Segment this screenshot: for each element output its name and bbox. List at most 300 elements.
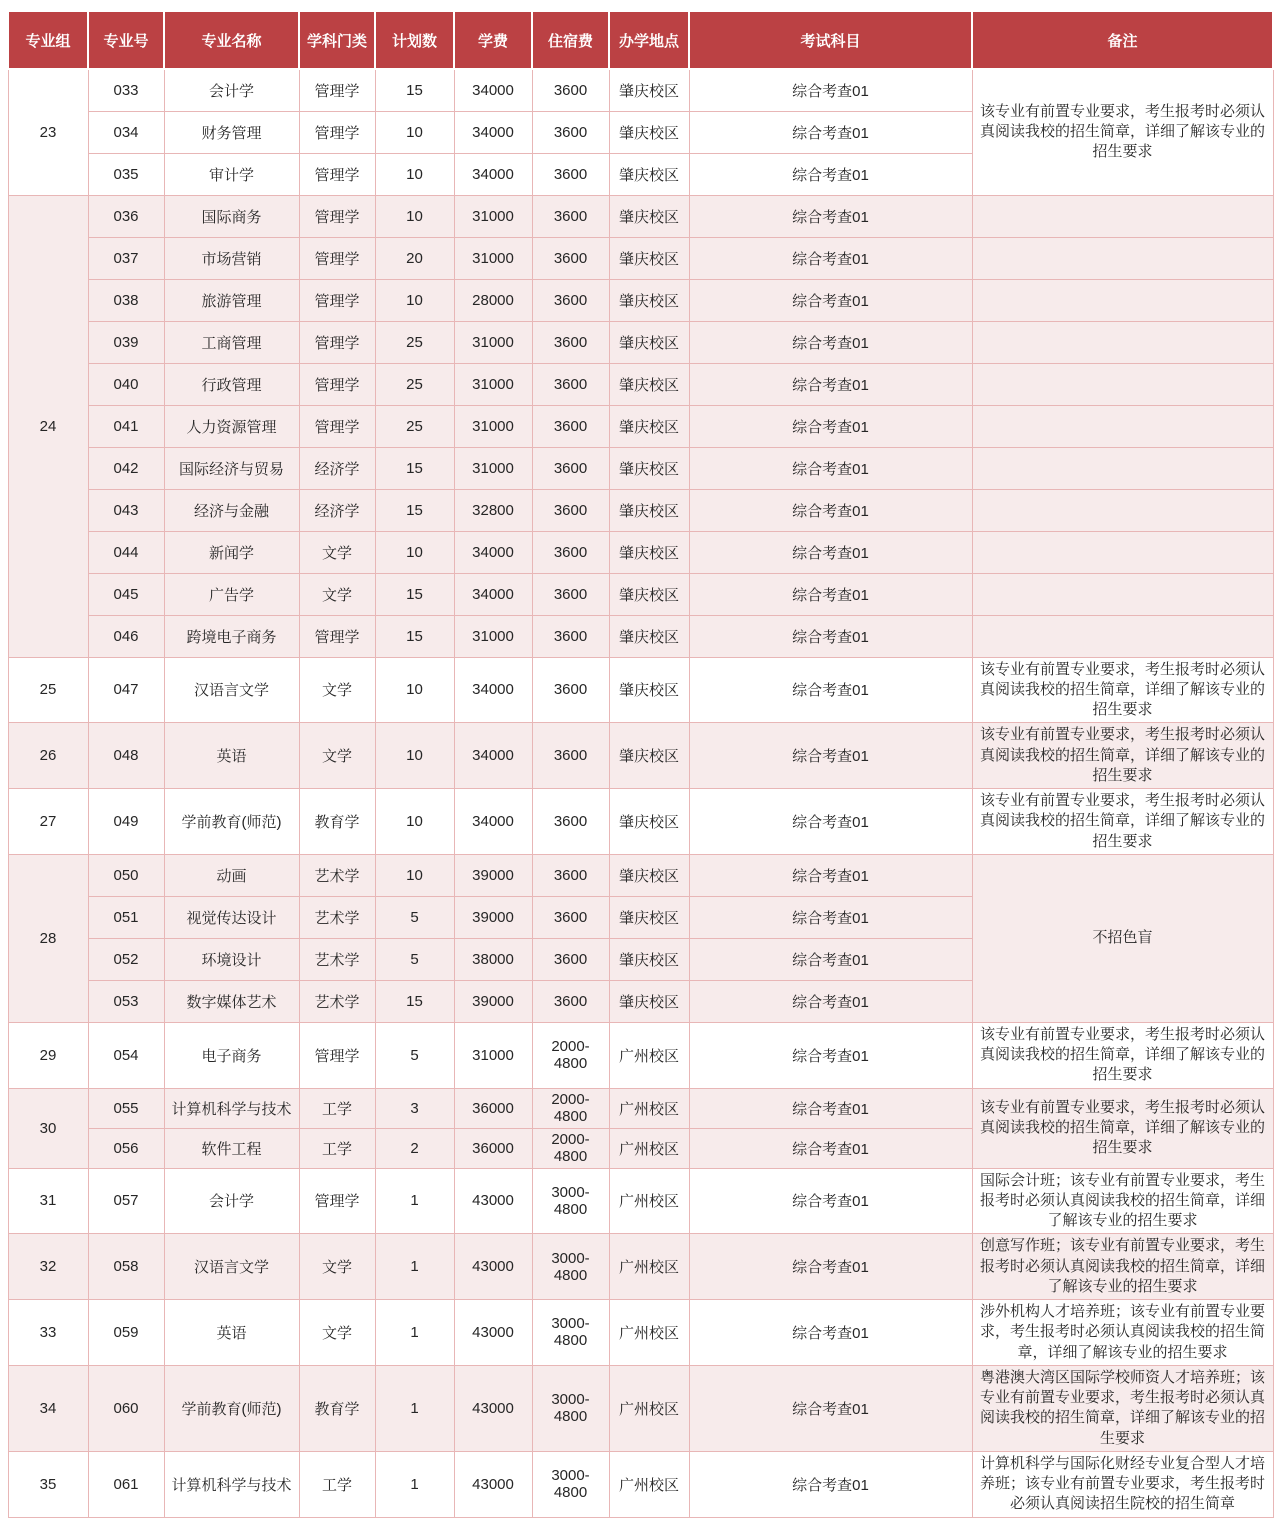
exam-subject-cell: 综合考查01 [689, 1088, 972, 1128]
major-no-cell: 038 [88, 279, 164, 321]
header-row [8, 11, 1273, 69]
major-name-cell: 学前教育(师范) [164, 1365, 299, 1451]
discipline-cell: 工学 [299, 1088, 375, 1128]
plan-count-cell: 15 [375, 980, 454, 1022]
dorm-fee-cell: 3600 [532, 69, 609, 111]
exam-subject-cell: 综合考查01 [689, 980, 972, 1022]
exam-subject-cell: 综合考查01 [689, 489, 972, 531]
location-cell: 广州校区 [609, 1300, 689, 1366]
discipline-cell: 管理学 [299, 195, 375, 237]
major-name-cell: 行政管理 [164, 363, 299, 405]
table-row [8, 1168, 1273, 1234]
major-name-cell: 视觉传达设计 [164, 896, 299, 938]
location-cell: 肇庆校区 [609, 723, 689, 789]
major-no-cell: 052 [88, 938, 164, 980]
major-group-cell: 25 [8, 657, 88, 723]
location-cell: 肇庆校区 [609, 69, 689, 111]
dorm-fee-cell: 3600 [532, 153, 609, 195]
exam-subject-cell: 综合考查01 [689, 531, 972, 573]
tuition-cell: 28000 [454, 279, 532, 321]
location-cell: 广州校区 [609, 1022, 689, 1088]
plan-count-cell: 2 [375, 1128, 454, 1168]
remark-cell: 该专业有前置专业要求，考生报考时必须认真阅读我校的招生简章，详细了解该专业的招生要求 [972, 1022, 1273, 1088]
plan-count-cell: 5 [375, 938, 454, 980]
major-name-cell: 会计学 [164, 69, 299, 111]
location-cell: 广州校区 [609, 1365, 689, 1451]
table-row [8, 531, 1273, 573]
plan-count-cell: 15 [375, 573, 454, 615]
major-no-cell: 043 [88, 489, 164, 531]
table-row [8, 789, 1273, 855]
location-cell: 广州校区 [609, 1128, 689, 1168]
dorm-fee-cell: 3000- 4800 [532, 1451, 609, 1517]
discipline-cell: 文学 [299, 723, 375, 789]
exam-subject-cell: 综合考查01 [689, 111, 972, 153]
dorm-fee-cell: 3600 [532, 657, 609, 723]
major-group-cell: 24 [8, 195, 88, 657]
major-name-cell: 人力资源管理 [164, 405, 299, 447]
tuition-cell: 31000 [454, 363, 532, 405]
tuition-cell: 34000 [454, 69, 532, 111]
plan-count-cell: 10 [375, 153, 454, 195]
tuition-cell: 31000 [454, 237, 532, 279]
table-row [8, 1365, 1273, 1451]
major-no-cell: 057 [88, 1168, 164, 1234]
major-name-cell: 动画 [164, 854, 299, 896]
tuition-cell: 39000 [454, 980, 532, 1022]
major-group-cell: 23 [8, 69, 88, 195]
table-row [8, 321, 1273, 363]
major-no-cell: 045 [88, 573, 164, 615]
exam-subject-cell: 综合考查01 [689, 321, 972, 363]
location-cell: 肇庆校区 [609, 321, 689, 363]
major-no-cell: 033 [88, 69, 164, 111]
dorm-fee-cell: 2000- 4800 [532, 1022, 609, 1088]
tuition-cell: 43000 [454, 1365, 532, 1451]
major-no-cell: 044 [88, 531, 164, 573]
plan-count-cell: 25 [375, 405, 454, 447]
major-no-cell: 046 [88, 615, 164, 657]
exam-subject-cell: 综合考查01 [689, 153, 972, 195]
tuition-cell: 43000 [454, 1234, 532, 1300]
tuition-cell: 31000 [454, 321, 532, 363]
dorm-fee-cell: 3600 [532, 789, 609, 855]
plan-count-cell: 10 [375, 789, 454, 855]
dorm-fee-cell: 3600 [532, 896, 609, 938]
exam-subject-cell: 综合考查01 [689, 363, 972, 405]
exam-subject-cell: 综合考查01 [689, 615, 972, 657]
column-header-7: 住宿费 [532, 11, 609, 69]
major-no-cell: 040 [88, 363, 164, 405]
exam-subject-cell: 综合考查01 [689, 854, 972, 896]
major-group-cell: 27 [8, 789, 88, 855]
table-row [8, 723, 1273, 789]
plan-count-cell: 10 [375, 279, 454, 321]
major-no-cell: 036 [88, 195, 164, 237]
major-name-cell: 数字媒体艺术 [164, 980, 299, 1022]
tuition-cell: 38000 [454, 938, 532, 980]
remark-cell [972, 237, 1273, 279]
remark-cell [972, 573, 1273, 615]
dorm-fee-cell: 3600 [532, 195, 609, 237]
dorm-fee-cell: 3600 [532, 723, 609, 789]
major-no-cell: 060 [88, 1365, 164, 1451]
plan-count-cell: 15 [375, 69, 454, 111]
exam-subject-cell: 综合考查01 [689, 1300, 972, 1366]
dorm-fee-cell: 3600 [532, 111, 609, 153]
major-no-cell: 035 [88, 153, 164, 195]
location-cell: 肇庆校区 [609, 938, 689, 980]
major-name-cell: 旅游管理 [164, 279, 299, 321]
dorm-fee-cell: 3600 [532, 363, 609, 405]
admission-plan-table [7, 10, 1274, 1518]
plan-count-cell: 10 [375, 531, 454, 573]
exam-subject-cell: 综合考查01 [689, 723, 972, 789]
remark-cell [972, 405, 1273, 447]
table-row [8, 69, 1273, 111]
major-name-cell: 英语 [164, 723, 299, 789]
major-no-cell: 037 [88, 237, 164, 279]
remark-cell [972, 489, 1273, 531]
major-no-cell: 049 [88, 789, 164, 855]
remark-cell [972, 195, 1273, 237]
discipline-cell: 文学 [299, 573, 375, 615]
tuition-cell: 43000 [454, 1168, 532, 1234]
tuition-cell: 32800 [454, 489, 532, 531]
tuition-cell: 39000 [454, 854, 532, 896]
tuition-cell: 34000 [454, 111, 532, 153]
exam-subject-cell: 综合考查01 [689, 279, 972, 321]
tuition-cell: 31000 [454, 615, 532, 657]
dorm-fee-cell: 3600 [532, 573, 609, 615]
dorm-fee-cell: 3000- 4800 [532, 1168, 609, 1234]
major-no-cell: 055 [88, 1088, 164, 1128]
major-name-cell: 国际商务 [164, 195, 299, 237]
exam-subject-cell: 综合考查01 [689, 405, 972, 447]
plan-count-cell: 10 [375, 195, 454, 237]
major-name-cell: 跨境电子商务 [164, 615, 299, 657]
major-no-cell: 042 [88, 447, 164, 489]
location-cell: 广州校区 [609, 1168, 689, 1234]
tuition-cell: 34000 [454, 153, 532, 195]
remark-cell: 该专业有前置专业要求，考生报考时必须认真阅读我校的招生简章，详细了解该专业的招生要求 [972, 723, 1273, 789]
plan-count-cell: 20 [375, 237, 454, 279]
column-header-2: 专业号 [88, 11, 164, 69]
major-group-cell: 29 [8, 1022, 88, 1088]
exam-subject-cell: 综合考查01 [689, 896, 972, 938]
discipline-cell: 经济学 [299, 489, 375, 531]
plan-count-cell: 1 [375, 1300, 454, 1366]
discipline-cell: 艺术学 [299, 896, 375, 938]
exam-subject-cell: 综合考查01 [689, 1128, 972, 1168]
remark-cell: 该专业有前置专业要求，考生报考时必须认真阅读我校的招生简章，详细了解该专业的招生要求 [972, 789, 1273, 855]
tuition-cell: 31000 [454, 195, 532, 237]
major-group-cell: 34 [8, 1365, 88, 1451]
dorm-fee-cell: 3600 [532, 615, 609, 657]
remark-cell: 创意写作班；该专业有前置专业要求，考生报考时必须认真阅读我校的招生简章，详细了解该专业的招生要求 [972, 1234, 1273, 1300]
major-name-cell: 国际经济与贸易 [164, 447, 299, 489]
exam-subject-cell: 综合考查01 [689, 237, 972, 279]
major-no-cell: 050 [88, 854, 164, 896]
discipline-cell: 管理学 [299, 615, 375, 657]
discipline-cell: 管理学 [299, 405, 375, 447]
major-name-cell: 软件工程 [164, 1128, 299, 1168]
table-body [8, 69, 1273, 1517]
table-row [8, 1022, 1273, 1088]
location-cell: 广州校区 [609, 1234, 689, 1300]
major-name-cell: 英语 [164, 1300, 299, 1366]
exam-subject-cell: 综合考查01 [689, 657, 972, 723]
exam-subject-cell: 综合考查01 [689, 1168, 972, 1234]
tuition-cell: 34000 [454, 573, 532, 615]
major-name-cell: 会计学 [164, 1168, 299, 1234]
exam-subject-cell: 综合考查01 [689, 447, 972, 489]
location-cell: 肇庆校区 [609, 980, 689, 1022]
major-no-cell: 061 [88, 1451, 164, 1517]
remark-cell: 涉外机构人才培养班；该专业有前置专业要求，考生报考时必须认真阅读我校的招生简章，详细了解该专业的招生要求 [972, 1300, 1273, 1366]
dorm-fee-cell: 3600 [532, 980, 609, 1022]
location-cell: 肇庆校区 [609, 896, 689, 938]
major-name-cell: 工商管理 [164, 321, 299, 363]
discipline-cell: 艺术学 [299, 938, 375, 980]
location-cell: 肇庆校区 [609, 657, 689, 723]
discipline-cell: 教育学 [299, 789, 375, 855]
remark-cell [972, 531, 1273, 573]
major-group-cell: 35 [8, 1451, 88, 1517]
tuition-cell: 34000 [454, 531, 532, 573]
column-header-1: 专业组 [8, 11, 88, 69]
major-name-cell: 广告学 [164, 573, 299, 615]
major-no-cell: 034 [88, 111, 164, 153]
exam-subject-cell: 综合考查01 [689, 69, 972, 111]
remark-cell [972, 615, 1273, 657]
discipline-cell: 管理学 [299, 1168, 375, 1234]
plan-count-cell: 25 [375, 363, 454, 405]
location-cell: 广州校区 [609, 1088, 689, 1128]
major-name-cell: 汉语言文学 [164, 1234, 299, 1300]
location-cell: 肇庆校区 [609, 447, 689, 489]
discipline-cell: 文学 [299, 657, 375, 723]
exam-subject-cell: 综合考查01 [689, 938, 972, 980]
plan-count-cell: 15 [375, 447, 454, 489]
plan-count-cell: 5 [375, 896, 454, 938]
tuition-cell: 36000 [454, 1088, 532, 1128]
major-name-cell: 审计学 [164, 153, 299, 195]
table-row [8, 447, 1273, 489]
plan-count-cell: 10 [375, 723, 454, 789]
remark-cell [972, 447, 1273, 489]
dorm-fee-cell: 3000- 4800 [532, 1365, 609, 1451]
major-name-cell: 经济与金融 [164, 489, 299, 531]
remark-cell: 计算机科学与国际化财经专业复合型人才培养班；该专业有前置专业要求，考生报考时必须认真阅读招生院校的招生简章 [972, 1451, 1273, 1517]
major-group-cell: 30 [8, 1088, 88, 1168]
table-row [8, 363, 1273, 405]
tuition-cell: 43000 [454, 1300, 532, 1366]
dorm-fee-cell: 3600 [532, 237, 609, 279]
discipline-cell: 文学 [299, 1234, 375, 1300]
discipline-cell: 教育学 [299, 1365, 375, 1451]
column-header-6: 学费 [454, 11, 532, 69]
plan-count-cell: 25 [375, 321, 454, 363]
table-row [8, 1234, 1273, 1300]
dorm-fee-cell: 3600 [532, 854, 609, 896]
plan-count-cell: 15 [375, 489, 454, 531]
discipline-cell: 文学 [299, 1300, 375, 1366]
location-cell: 肇庆校区 [609, 789, 689, 855]
table-row [8, 489, 1273, 531]
tuition-cell: 34000 [454, 723, 532, 789]
major-name-cell: 计算机科学与技术 [164, 1088, 299, 1128]
discipline-cell: 管理学 [299, 153, 375, 195]
table-row [8, 279, 1273, 321]
major-no-cell: 041 [88, 405, 164, 447]
location-cell: 肇庆校区 [609, 615, 689, 657]
remark-cell: 不招色盲 [972, 854, 1273, 1022]
discipline-cell: 文学 [299, 531, 375, 573]
dorm-fee-cell: 3600 [532, 447, 609, 489]
location-cell: 肇庆校区 [609, 854, 689, 896]
dorm-fee-cell: 3600 [532, 321, 609, 363]
discipline-cell: 管理学 [299, 363, 375, 405]
remark-cell: 该专业有前置专业要求，考生报考时必须认真阅读我校的招生简章，详细了解该专业的招生要求 [972, 1088, 1273, 1168]
major-group-cell: 33 [8, 1300, 88, 1366]
dorm-fee-cell: 3600 [532, 489, 609, 531]
location-cell: 肇庆校区 [609, 573, 689, 615]
table-row [8, 615, 1273, 657]
exam-subject-cell: 综合考查01 [689, 573, 972, 615]
plan-count-cell: 1 [375, 1365, 454, 1451]
tuition-cell: 34000 [454, 789, 532, 855]
table-row [8, 1088, 1273, 1128]
exam-subject-cell: 综合考查01 [689, 1451, 972, 1517]
major-name-cell: 学前教育(师范) [164, 789, 299, 855]
plan-count-cell: 10 [375, 657, 454, 723]
dorm-fee-cell: 2000- 4800 [532, 1128, 609, 1168]
major-no-cell: 059 [88, 1300, 164, 1366]
major-name-cell: 计算机科学与技术 [164, 1451, 299, 1517]
major-name-cell: 新闻学 [164, 531, 299, 573]
major-name-cell: 市场营销 [164, 237, 299, 279]
location-cell: 肇庆校区 [609, 531, 689, 573]
exam-subject-cell: 综合考查01 [689, 195, 972, 237]
major-name-cell: 电子商务 [164, 1022, 299, 1088]
dorm-fee-cell: 3600 [532, 279, 609, 321]
tuition-cell: 34000 [454, 657, 532, 723]
table-row [8, 657, 1273, 723]
table-row [8, 195, 1273, 237]
major-group-cell: 31 [8, 1168, 88, 1234]
plan-count-cell: 5 [375, 1022, 454, 1088]
discipline-cell: 管理学 [299, 69, 375, 111]
exam-subject-cell: 综合考查01 [689, 789, 972, 855]
major-group-cell: 26 [8, 723, 88, 789]
dorm-fee-cell: 3000- 4800 [532, 1300, 609, 1366]
major-group-cell: 28 [8, 854, 88, 1022]
tuition-cell: 39000 [454, 896, 532, 938]
remark-cell: 该专业有前置专业要求，考生报考时必须认真阅读我校的招生简章，详细了解该专业的招生要求 [972, 657, 1273, 723]
discipline-cell: 艺术学 [299, 980, 375, 1022]
location-cell: 肇庆校区 [609, 111, 689, 153]
discipline-cell: 管理学 [299, 1022, 375, 1088]
table-row [8, 573, 1273, 615]
remark-cell: 国际会计班；该专业有前置专业要求，考生报考时必须认真阅读我校的招生简章，详细了解该专业的招生要求 [972, 1168, 1273, 1234]
remark-cell: 该专业有前置专业要求，考生报考时必须认真阅读我校的招生简章，详细了解该专业的招生要求 [972, 69, 1273, 195]
table-row [8, 405, 1273, 447]
remark-cell [972, 279, 1273, 321]
major-name-cell: 财务管理 [164, 111, 299, 153]
tuition-cell: 31000 [454, 405, 532, 447]
major-group-cell: 32 [8, 1234, 88, 1300]
exam-subject-cell: 综合考查01 [689, 1365, 972, 1451]
major-name-cell: 环境设计 [164, 938, 299, 980]
major-no-cell: 051 [88, 896, 164, 938]
major-no-cell: 048 [88, 723, 164, 789]
tuition-cell: 43000 [454, 1451, 532, 1517]
location-cell: 肇庆校区 [609, 279, 689, 321]
major-no-cell: 054 [88, 1022, 164, 1088]
location-cell: 肇庆校区 [609, 153, 689, 195]
dorm-fee-cell: 3600 [532, 531, 609, 573]
discipline-cell: 工学 [299, 1451, 375, 1517]
location-cell: 肇庆校区 [609, 405, 689, 447]
table-row [8, 1300, 1273, 1366]
discipline-cell: 工学 [299, 1128, 375, 1168]
plan-count-cell: 15 [375, 615, 454, 657]
column-header-5: 计划数 [375, 11, 454, 69]
tuition-cell: 31000 [454, 447, 532, 489]
discipline-cell: 管理学 [299, 111, 375, 153]
plan-count-cell: 1 [375, 1168, 454, 1234]
location-cell: 广州校区 [609, 1451, 689, 1517]
remark-cell [972, 321, 1273, 363]
major-no-cell: 053 [88, 980, 164, 1022]
dorm-fee-cell: 3000- 4800 [532, 1234, 609, 1300]
remark-cell: 粤港澳大湾区国际学校师资人才培养班；该专业有前置专业要求，考生报考时必须认真阅读我校的招生简章，详细了解该专业的招生要求 [972, 1365, 1273, 1451]
location-cell: 肇庆校区 [609, 363, 689, 405]
discipline-cell: 管理学 [299, 279, 375, 321]
discipline-cell: 经济学 [299, 447, 375, 489]
remark-cell [972, 363, 1273, 405]
location-cell: 肇庆校区 [609, 237, 689, 279]
plan-count-cell: 10 [375, 854, 454, 896]
dorm-fee-cell: 3600 [532, 938, 609, 980]
major-name-cell: 汉语言文学 [164, 657, 299, 723]
major-no-cell: 056 [88, 1128, 164, 1168]
plan-count-cell: 1 [375, 1451, 454, 1517]
column-header-4: 学科门类 [299, 11, 375, 69]
plan-count-cell: 1 [375, 1234, 454, 1300]
dorm-fee-cell: 2000- 4800 [532, 1088, 609, 1128]
column-header-9: 考试科目 [689, 11, 972, 69]
major-no-cell: 058 [88, 1234, 164, 1300]
exam-subject-cell: 综合考查01 [689, 1234, 972, 1300]
dorm-fee-cell: 3600 [532, 405, 609, 447]
location-cell: 肇庆校区 [609, 195, 689, 237]
discipline-cell: 管理学 [299, 237, 375, 279]
major-no-cell: 047 [88, 657, 164, 723]
column-header-10: 备注 [972, 11, 1273, 69]
column-header-8: 办学地点 [609, 11, 689, 69]
location-cell: 肇庆校区 [609, 489, 689, 531]
discipline-cell: 管理学 [299, 321, 375, 363]
discipline-cell: 艺术学 [299, 854, 375, 896]
major-no-cell: 039 [88, 321, 164, 363]
table-row [8, 854, 1273, 896]
exam-subject-cell: 综合考查01 [689, 1022, 972, 1088]
plan-count-cell: 10 [375, 111, 454, 153]
tuition-cell: 31000 [454, 1022, 532, 1088]
plan-count-cell: 3 [375, 1088, 454, 1128]
